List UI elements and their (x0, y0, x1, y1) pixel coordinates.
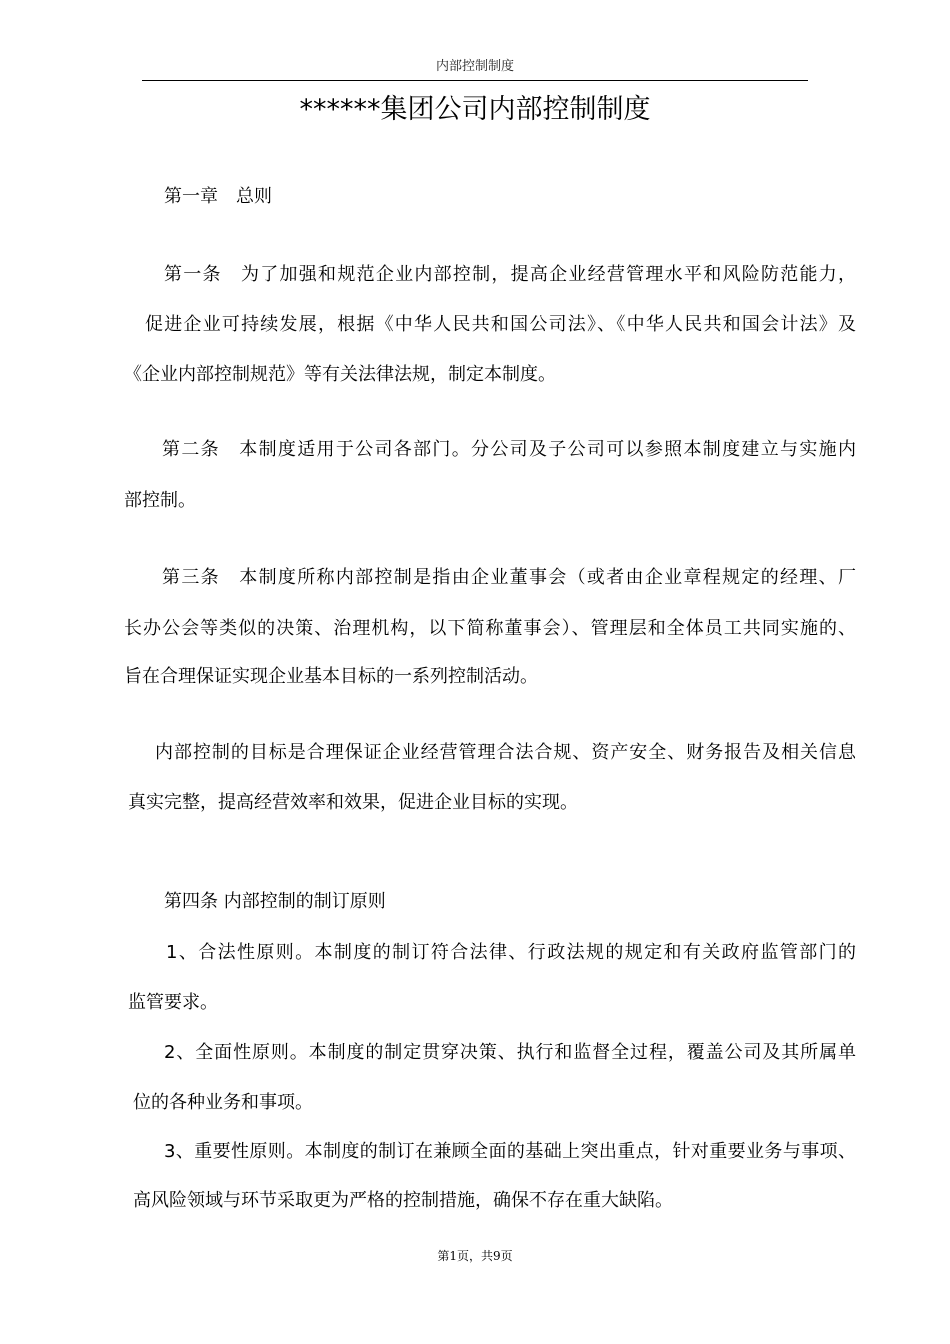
header-divider (142, 80, 808, 81)
article3-line1: 第三条 本制度所称内部控制是指由企业董事会（或者由企业章程规定的经理、厂 (162, 567, 856, 588)
chapter-heading: 第一章 总则 (164, 186, 272, 207)
principle1-line1: 1、合法性原则。本制度的制订符合法律、行政法规的规定和有关政府监管部门的 (166, 942, 856, 963)
principle2-line1: 2、全面性原则。本制度的制定贯穿决策、执行和监督全过程，覆盖公司及其所属单 (164, 1042, 856, 1063)
page-number-footer: 第1页，共9页 (437, 1249, 513, 1263)
principle1-line2: 监管要求。 (128, 992, 218, 1013)
principle2-line2: 位的各种业务和事项。 (133, 1092, 313, 1113)
article3-line2: 长办公会等类似的决策、治理机构，以下简称董事会）、管理层和全体员工共同实施的、 (124, 618, 856, 639)
document-title: ******集团公司内部控制制度 (299, 94, 651, 125)
article1-line3: 《企业内部控制规范》等有关法律法规，制定本制度。 (124, 364, 556, 385)
article2-line1: 第二条 本制度适用于公司各部门。分公司及子公司可以参照本制度建立与实施内 (162, 439, 856, 460)
objective-line1: 内部控制的目标是合理保证企业经营管理合法合规、资产安全、财务报告及相关信息 (155, 742, 856, 763)
article4-heading: 第四条 内部控制的制订原则 (164, 891, 386, 912)
article2-line2: 部控制。 (124, 490, 196, 511)
article1-line2: 促进企业可持续发展，根据《中华人民共和国公司法》、《中华人民共和国会计法》及 (145, 314, 856, 335)
article1-line1: 第一条 为了加强和规范企业内部控制，提高企业经营管理水平和风险防范能力， (164, 264, 856, 285)
page-header-title: 内部控制制度 (435, 59, 514, 74)
article3-line3: 旨在合理保证实现企业基本目标的一系列控制活动。 (124, 666, 538, 687)
objective-line2: 真实完整，提高经营效率和效果，促进企业目标的实现。 (128, 792, 578, 813)
principle3-line1: 3、重要性原则。本制度的制订在兼顾全面的基础上突出重点，针对重要业务与事项、 (164, 1141, 856, 1162)
principle3-line2: 高风险领域与环节采取更为严格的控制措施，确保不存在重大缺陷。 (133, 1190, 673, 1211)
